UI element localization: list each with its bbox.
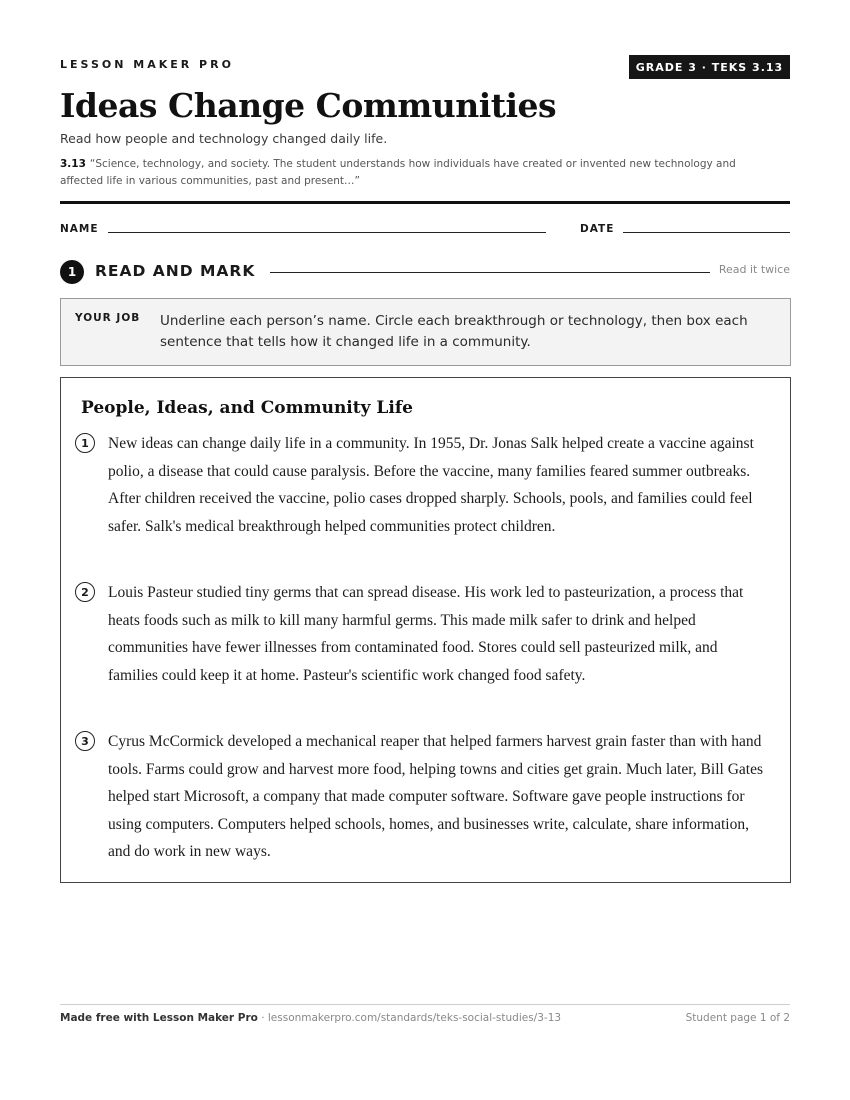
section-title: READ AND MARK: [95, 262, 256, 280]
page-title: Ideas Change Communities: [60, 86, 557, 125]
paragraph-number-3: 3: [75, 731, 95, 751]
name-field[interactable]: [108, 232, 546, 233]
paragraph-3: Cyrus McCormick developed a mechanical reaper that helped farmers harvest grain faster than with hand tools. Farms could grow and harvest more food, helping towns and cities get grain. Much later, Bill Gates helped start Microsoft, a company that made computer software. Software gave people instructions for using computers. Computers helped schools, homes, and businesses write, calculate, share information, and do work in new ways.: [108, 733, 763, 860]
date-label: DATE: [580, 223, 615, 235]
paragraph-2: Louis Pasteur studied tiny germs that can spread disease. His work led to pasteurization, a process that heats foods such as milk to kill many harmful germs. This made milk safer to drink and helped communities have fewer illnesses from contaminated food. Stores could sell pasteurized milk, and families could keep it at home. Pasteur's scientific work changed food safety.: [108, 584, 744, 684]
standard-text: “Science, technology, and society. The student understands how individuals have created or invented new technology and affected life in various communities, past and present…”: [60, 158, 736, 187]
reading-passage-box: [60, 377, 791, 883]
paragraph-number-2: 2: [75, 582, 95, 602]
footer-credit: [60, 1012, 561, 1024]
footer-separator: ·: [257, 1012, 268, 1024]
section-divider: [270, 272, 710, 273]
instructions-box: [60, 298, 791, 366]
grade-badge: GRADE 3 · TEKS 3.13: [629, 55, 790, 79]
date-field[interactable]: [623, 232, 790, 233]
name-label: NAME: [60, 223, 99, 235]
paragraph-number-1: 1: [75, 433, 95, 453]
footer-made-with: Made free with Lesson Maker Pro: [60, 1012, 258, 1024]
header-divider: [60, 201, 790, 204]
section-note: Read it twice: [718, 263, 790, 276]
paragraph-1: New ideas can change daily life in a community. In 1955, Dr. Jonas Salk helped create a vaccine against polio, a disease that could cause paralysis. Before the vaccine, many families feared summer outbreaks. After children received the vaccine, polio cases dropped sharply. Schools, pools, and families could feel safer. Salk's medical breakthrough helped communities protect children.: [108, 435, 754, 535]
standard-statement: [60, 156, 780, 190]
footer-divider: [60, 1004, 790, 1005]
standard-code: 3.13: [60, 158, 86, 170]
brand-name: LESSON MAKER PRO: [60, 58, 234, 71]
instructions-label: YOUR JOB: [75, 312, 141, 324]
footer-page-number: Student page 1 of 2: [685, 1012, 790, 1024]
instructions-text: Underline each person’s name. Circle each breakthrough or technology, then box each sentence that tells how it changed life in a community.: [160, 313, 748, 350]
section-number-badge: 1: [60, 260, 84, 284]
reading-title: People, Ideas, and Community Life: [81, 398, 413, 418]
footer-url[interactable]: lessonmakerpro.com/standards/teks-social-studies/3-13: [267, 1012, 562, 1024]
page-subtitle: Read how people and technology changed daily life.: [60, 131, 388, 146]
